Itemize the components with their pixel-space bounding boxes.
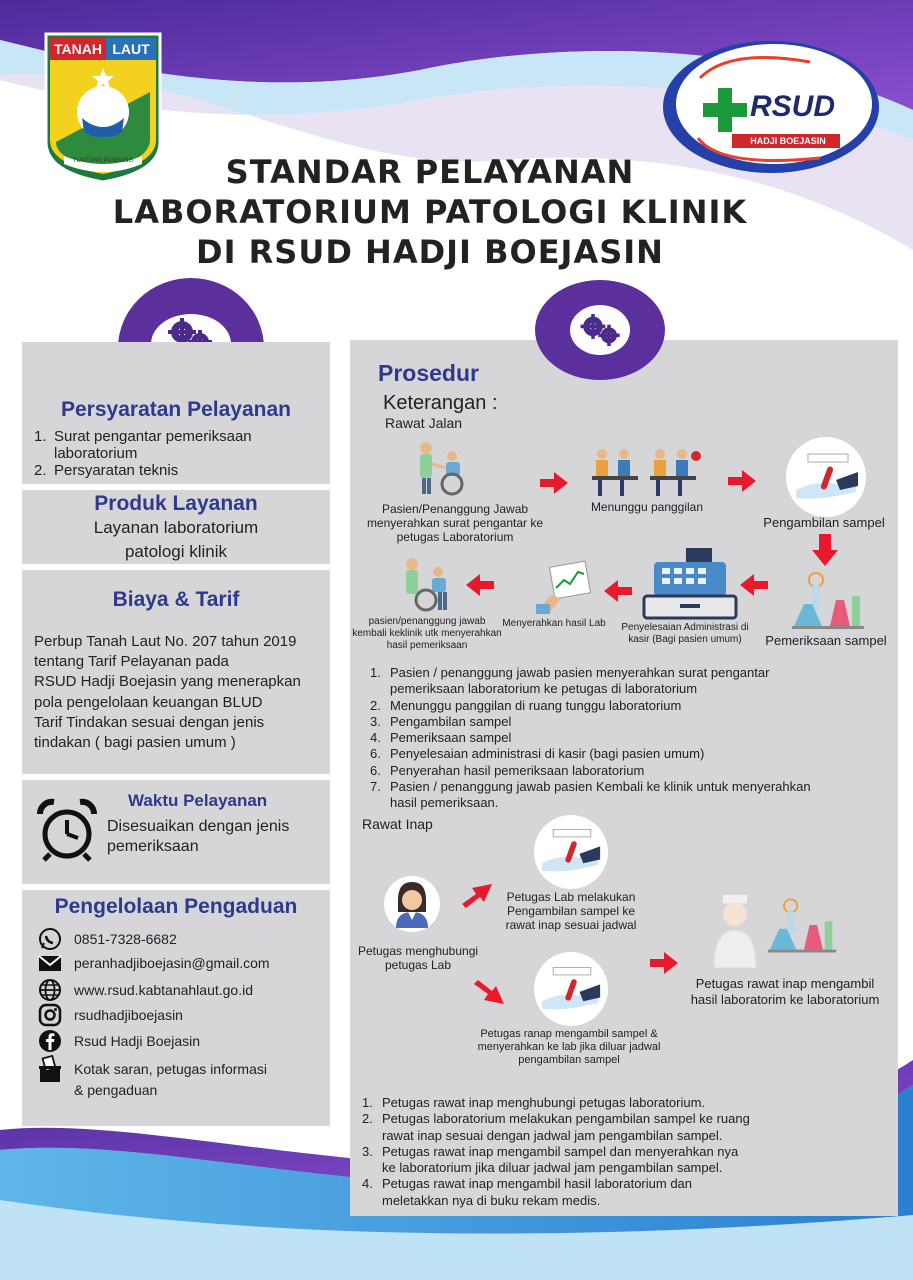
biaya-line-3: RSUD Hadji Boejasin yang menerapkan <box>34 673 301 691</box>
rj-num-4: 4. <box>370 730 381 746</box>
ri-item-4: Petugas rawat inap mengambil hasil laboratorium dan <box>382 1176 693 1192</box>
contact-suggestion-text: Kotak saran, petugas informasi <box>74 1061 267 1077</box>
officer-avatar-icon <box>392 880 432 928</box>
whatsapp-icon <box>38 927 62 951</box>
rj-item-1: Pasien / penanggung jawab pasien menyerahkan surat pengantar <box>390 665 770 680</box>
arrow-right-icon <box>650 952 678 974</box>
ri-step-upper: Petugas Lab melakukan Pengambilan sampel ke rawat inap sesuai jadwal <box>505 890 637 932</box>
arrow-down-right-icon <box>474 978 504 1006</box>
rsud-logo-subtext: HADJI BOEJASIN <box>750 136 826 146</box>
waktu-line-2: pemeriksaan <box>107 838 199 855</box>
email-icon <box>38 953 62 973</box>
rj-item-6: Penyerahan hasil pemeriksaan laboratorium <box>390 762 645 778</box>
waktu-line-1: Disesuaikan dengan jenis <box>107 818 290 835</box>
rsud-logo-text: RSUD <box>750 90 836 123</box>
arrow-left-icon <box>604 580 632 602</box>
rj-step-7: pasien/penanggung jawab kembali keklinik utk menyerahkan hasil pemeriksaan <box>352 616 502 651</box>
rj-step-4: Pemeriksaan sampel <box>765 633 887 648</box>
contact-whatsapp[interactable] <box>38 927 177 951</box>
contact-email-text: peranhadjiboejasin@gmail.com <box>74 955 270 971</box>
pengaduan-title: Pengelolaan Pengaduan <box>54 895 298 918</box>
contact-facebook[interactable] <box>38 1029 200 1053</box>
biaya-line-5: Tarif Tindakan sesuai dengan jenis <box>34 713 265 731</box>
biaya-line-6: tindakan ( bagi pasien umum ) <box>34 734 236 752</box>
biaya-title: Biaya & Tarif <box>112 588 240 611</box>
persyaratan-title: Persyaratan Pelayanan <box>61 398 291 421</box>
rj-num-1: 1. <box>370 665 381 680</box>
rj-item-7b: hasil pemeriksaan. <box>390 795 499 811</box>
logo-text-tanah: TANAH <box>54 41 102 57</box>
keterangan-label: Keterangan : <box>383 392 498 414</box>
arrow-right-icon <box>540 472 568 494</box>
ri-item-3: Petugas rawat inap mengambil sampel dan menyerahkan nya <box>382 1143 739 1159</box>
contact-website-text: www.rsud.kabtanahlaut.go.id <box>74 982 253 998</box>
ri-item-3b: ke laboratorium jika diluar jadwal jam pengambilan sampel. <box>382 1160 723 1176</box>
contact-website[interactable] <box>38 978 253 1002</box>
rj-num-6: 6. <box>370 762 381 778</box>
ri-item-1: Petugas rawat inap menghubungi petugas laboratorium. <box>382 1095 706 1110</box>
contact-instagram-text: rsudhadjiboejasin <box>74 1007 183 1023</box>
nurse-icon <box>708 892 762 968</box>
persyaratan-num-2: 2. <box>34 462 47 479</box>
page-title-line-1: STANDAR PELAYANAN <box>225 153 635 191</box>
ri-item-2: Petugas laboratorium melakukan pengambilan sampel ke ruang <box>382 1111 750 1127</box>
waktu-title: Waktu Pelayanan <box>128 791 268 810</box>
arrow-right-icon <box>728 470 756 492</box>
persyaratan-item-1: Surat pengantar pemeriksaan laboratorium <box>54 428 252 462</box>
biaya-line-1: Perbup Tanah Laut No. 207 tahun 2019 <box>34 633 297 650</box>
patient-return-icon <box>398 556 462 612</box>
logo-motto: TUNTUNG PANDANG <box>72 158 134 164</box>
rj-item-7: Pasien / penanggung jawab pasien Kembali ke klinik untuk menyerahkan <box>390 779 811 795</box>
rawat-inap-label: Rawat Inap <box>362 816 433 832</box>
produk-line-2: patologi klinik <box>124 542 228 561</box>
prosedur-title: Prosedur <box>378 360 479 386</box>
contact-facebook-text: Rsud Hadji Boejasin <box>74 1033 201 1049</box>
rj-item-2: Menunggu panggilan di ruang tunggu laboratorium <box>390 697 682 713</box>
ri-num-1: 1. <box>362 1095 373 1110</box>
instagram-icon <box>38 1003 62 1027</box>
page-title-line-3: DI RSUD HADJI BOEJASIN <box>196 233 664 271</box>
blood-sample-icon <box>796 452 860 502</box>
ri-step-lower: Petugas ranap mengambil sampel & menyerahkan ke lab jika diluar jadwal pengambilan sampel <box>477 1028 661 1066</box>
rj-step-2: Menunggu panggilan <box>590 500 704 514</box>
arrow-left-icon <box>466 574 494 596</box>
cash-register-icon <box>642 548 738 622</box>
biaya-text <box>34 632 330 753</box>
right-gear-badge <box>535 280 665 380</box>
contact-whatsapp-text: 0851-7328-6682 <box>74 931 177 947</box>
rj-item-4: Pemeriksaan sampel <box>390 730 512 746</box>
arrow-down-icon <box>812 534 838 566</box>
blood-sample-icon <box>542 826 602 876</box>
rj-item-3: Pengambilan sampel <box>390 713 512 729</box>
rawat-jalan-label: Rawat Jalan <box>385 415 463 431</box>
globe-icon <box>38 978 62 1002</box>
logo-text-laut: LAUT <box>112 41 150 57</box>
page-title-line-2: LABORATORIUM PATOLOGI KLINIK <box>112 193 748 231</box>
arrow-left-icon <box>740 574 768 596</box>
rj-num-7: 7. <box>370 779 381 795</box>
rj-item-1b: pemeriksaan laboratorium ke petugas di laboratorium <box>390 681 698 697</box>
produk-title: Produk Layanan <box>94 492 258 515</box>
waiting-people-icon <box>590 448 702 496</box>
biaya-line-4: pola pengelolaan keuangan BLUD <box>34 693 263 711</box>
contact-suggestion-text-2: & pengaduan <box>74 1082 158 1098</box>
suggestion-box-icon <box>38 1055 62 1083</box>
patient-wheelchair-icon <box>412 440 476 496</box>
ri-item-4b: meletakkan nya di buku rekam medis. <box>382 1192 601 1208</box>
contact-suggestion-box <box>38 1055 267 1083</box>
rawat-jalan-list <box>370 665 880 812</box>
ri-item-2b: rawat inap sesuai dengan jadwal jam pengambilan sampel. <box>382 1127 723 1143</box>
gear-icon-right <box>577 312 625 348</box>
persyaratan-item-2: Persyaratan teknis <box>54 462 179 479</box>
lab-result-chart-icon <box>536 560 592 614</box>
rj-num-3: 3. <box>370 713 381 729</box>
facebook-icon <box>38 1029 62 1053</box>
rj-item-5: Penyelesaian administrasi di kasir (bagi pasien umum) <box>390 746 705 762</box>
rj-num-5: 6. <box>370 746 381 762</box>
rj-step-5: Penyelesaian Administrasi di kasir (Bagi pasien umum) <box>621 622 749 645</box>
produk-line-1: Layanan laboratorium <box>93 518 259 537</box>
contact-instagram[interactable] <box>38 1003 183 1027</box>
blood-sample-icon <box>542 964 602 1014</box>
lab-flasks-icon <box>790 570 866 630</box>
rj-step-6: Menyerahkan hasil Lab <box>502 618 606 629</box>
contact-email[interactable] <box>38 953 270 973</box>
persyaratan-list <box>34 428 324 479</box>
ri-step-start: Petugas menghubungi petugas Lab <box>357 944 479 972</box>
arrow-up-right-icon <box>462 882 492 910</box>
lab-flasks-icon <box>766 896 838 954</box>
ri-num-4: 4. <box>362 1176 373 1192</box>
rawat-inap-list <box>362 1095 882 1209</box>
biaya-line-2: tentang Tarif Pelayanan pada <box>34 653 229 671</box>
rj-num-2: 2. <box>370 697 381 713</box>
alarm-clock-icon <box>34 798 100 862</box>
persyaratan-num-1: 1. <box>34 428 47 445</box>
ri-num-3: 3. <box>362 1143 373 1159</box>
ri-num-2: 2. <box>362 1111 373 1127</box>
rj-step-3: Pengambilan sampel <box>763 515 885 530</box>
rj-step-1: Pasien/Penanggung Jawab menyerahkan surat pengantar ke petugas Laboratorium <box>366 502 544 544</box>
ri-step-end: Petugas rawat inap mengambil hasil laboratorim ke laboratorium <box>690 976 880 1007</box>
